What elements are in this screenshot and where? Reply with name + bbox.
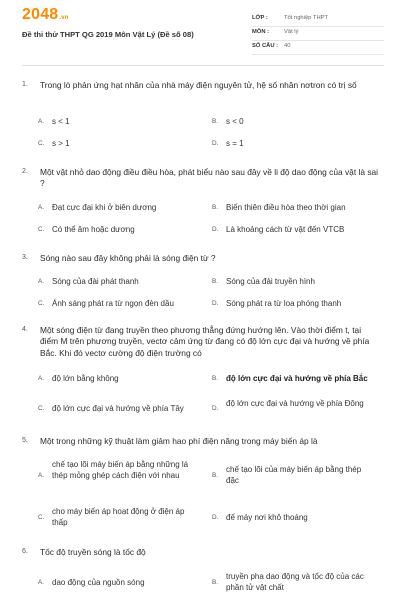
- question-text: Sóng nào sau đây không phải là sóng điện từ ?: [40, 253, 216, 263]
- meta-value: Tốt nghiệp THPT: [284, 15, 329, 21]
- meta-value: Vật lý: [284, 29, 299, 35]
- option-text: Ánh sáng phát ra từ ngọn đèn dầu: [52, 299, 174, 308]
- question-number: 6.: [22, 548, 28, 555]
- option-letter: C.: [38, 140, 45, 147]
- meta-row-class: [252, 13, 384, 27]
- option-text: chế tạo lõi máy biến áp bằng những lá thép mỏng ghép cách điện với nhau: [52, 460, 189, 480]
- logo-text: 2048: [22, 6, 59, 23]
- option-text: dao động của nguồn sóng: [52, 578, 145, 587]
- option-text: độ lớn bằng không: [52, 374, 119, 383]
- option-text: Đạt cực đại khi ở biên dương: [52, 203, 157, 212]
- header-divider: [22, 65, 384, 66]
- option-text: đế máy nơi khô thoáng: [226, 513, 308, 522]
- meta-row-count: [252, 41, 384, 55]
- option-letter: B.: [212, 118, 219, 125]
- option-letter: B.: [212, 204, 219, 211]
- option-letter: A.: [38, 579, 45, 586]
- option-text: Sóng của đài truyền hình: [226, 277, 315, 286]
- option-letter: B.: [212, 375, 219, 382]
- meta-label: LỚP :: [252, 15, 268, 21]
- question-text: Một vật nhỏ dao động điều điều hòa, phát biểu nào sau đây về li độ dao động của vật là sai ?: [40, 167, 379, 189]
- option-letter: A.: [38, 278, 45, 285]
- option-letter: C.: [38, 300, 45, 307]
- option-letter: D.: [212, 405, 219, 412]
- option-letter: A.: [38, 118, 45, 125]
- option-letter: A.: [38, 204, 45, 211]
- option-letter: A.: [38, 375, 45, 382]
- option-letter: B.: [212, 472, 219, 479]
- question-number: 1.: [22, 81, 28, 88]
- question-text: Trong lò phản ứng hạt nhân của nhà máy điện nguyên tử, hệ số nhân nơtron có trị số: [40, 80, 357, 90]
- question-number: 4.: [22, 326, 28, 333]
- site-logo[interactable]: [22, 6, 69, 24]
- option-letter: B.: [212, 278, 219, 285]
- option-text: s < 1: [52, 117, 70, 126]
- question-number: 2.: [22, 168, 28, 175]
- meta-row-subject: [252, 27, 384, 41]
- option-text: s < 0: [226, 117, 244, 126]
- option-text: độ lớn cực đại và hướng về phía Đông: [226, 399, 364, 408]
- exam-meta-table: [252, 13, 384, 55]
- meta-value: 40: [284, 43, 291, 49]
- question-text: Một sóng điện từ đang truyền theo phương thẳng đứng hướng lên. Vào thời điểm t, tại điểm M trên phương truyền, vectơ cảm ứng từ đang có độ lớn cực đại và hướng về phía Bắc. Khi đó vectơ cường độ điện trường có: [40, 325, 370, 358]
- option-text: chế tạo lõi của máy biến áp bằng thép đặc: [226, 465, 362, 485]
- option-text: Biến thiên điều hòa theo thời gian: [226, 203, 346, 212]
- option-letter: D.: [212, 226, 219, 233]
- option-text: Có thể âm hoặc dương: [52, 225, 135, 234]
- option-text: độ lớn cực đại và hướng về phía Tây: [52, 404, 184, 413]
- option-letter: D.: [212, 514, 219, 521]
- exam-header: [0, 0, 400, 62]
- question-text: Tốc độ truyền sóng là tốc độ: [40, 547, 146, 557]
- option-text: Sóng phát ra từ loa phóng thanh: [226, 299, 342, 308]
- option-letter: C.: [38, 405, 45, 412]
- option-letter: A.: [38, 472, 45, 479]
- exam-title: Đề thi thử THPT QG 2019 Môn Vật Lý (Đề số 08): [22, 30, 194, 39]
- question-number: 3.: [22, 254, 28, 261]
- meta-label: MÔN :: [252, 29, 270, 35]
- logo-suffix: .vn: [59, 15, 69, 21]
- option-letter: B.: [212, 579, 219, 586]
- option-letter: C.: [38, 514, 45, 521]
- meta-label: SỐ CÂU :: [252, 43, 279, 49]
- option-text: truyền pha dao động và tốc độ của các phần tử vật chất: [226, 572, 364, 592]
- question-number: 5.: [22, 437, 28, 444]
- option-text: độ lớn cực đại và hướng về phía Bắc: [226, 374, 368, 383]
- option-text: Là khoảng cách từ vật đến VTCB: [226, 225, 345, 234]
- question-text: Một trong những kỹ thuật làm giảm hao phí điện năng trong máy biến áp là: [40, 436, 318, 446]
- option-text: Sóng của đài phát thanh: [52, 277, 139, 286]
- option-text: s > 1: [52, 139, 70, 148]
- option-letter: C.: [38, 226, 45, 233]
- option-text: cho máy biến áp hoạt động ở điện áp thấp: [52, 507, 185, 527]
- option-letter: D.: [212, 140, 219, 147]
- option-text: s = 1: [226, 139, 244, 148]
- option-letter: D.: [212, 300, 219, 307]
